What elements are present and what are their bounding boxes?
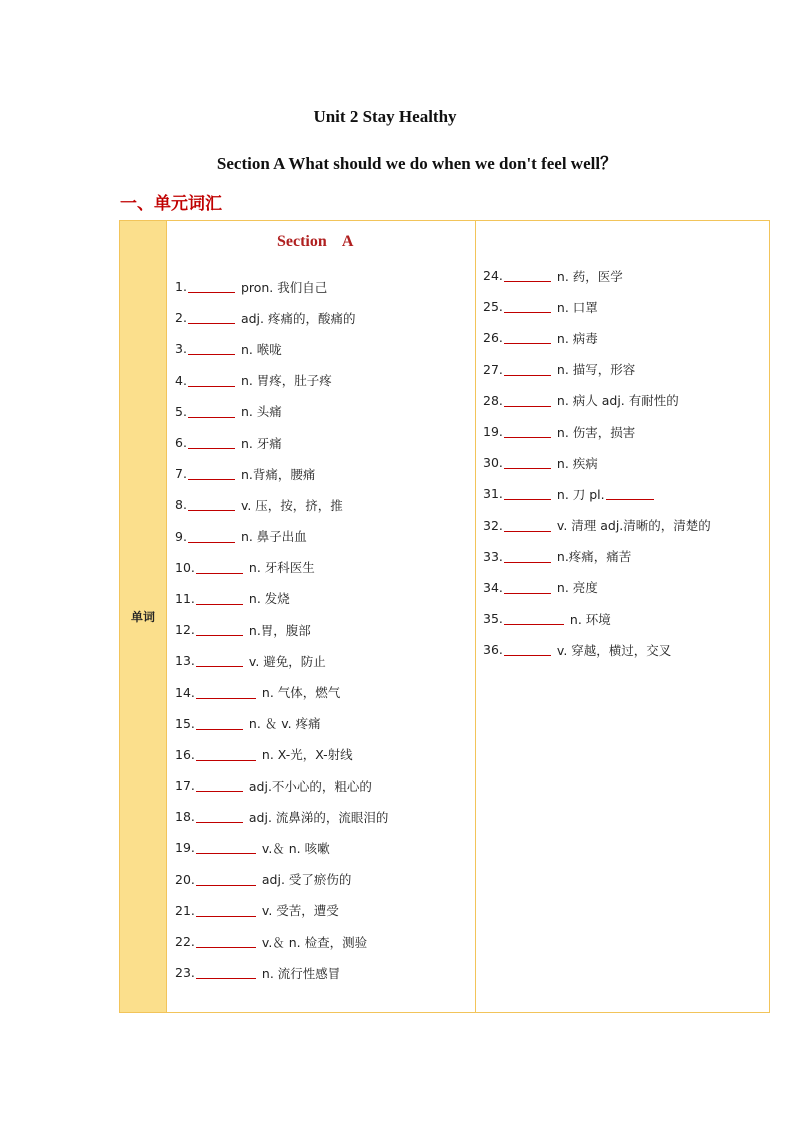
vocab-number: 3.	[175, 341, 187, 357]
vocab-item	[483, 385, 711, 416]
vocab-item	[175, 770, 388, 801]
vocab-number: 17.	[175, 778, 195, 794]
vocab-number: 10.	[175, 559, 195, 575]
answer-blank[interactable]	[504, 456, 551, 469]
vocab-item	[483, 322, 711, 353]
answer-blank[interactable]	[606, 487, 654, 500]
answer-blank[interactable]	[196, 748, 256, 761]
vocab-definition: n. 鼻子出血	[240, 529, 307, 545]
answer-blank[interactable]	[188, 530, 235, 543]
vocab-definition: n. 头痛	[240, 404, 282, 420]
vocabulary-table	[119, 220, 770, 1013]
vocab-definition: n. X-光，X-射线	[261, 747, 353, 763]
vocab-number: 2.	[175, 310, 187, 326]
vocab-definition: v. 受苦，遭受	[261, 903, 339, 919]
vocab-number: 8.	[175, 497, 187, 513]
vocab-number: 19.	[483, 424, 503, 440]
vocab-item	[483, 541, 711, 572]
section-a-title: Section A	[277, 233, 354, 250]
answer-blank[interactable]	[196, 779, 243, 792]
vocab-definition: pron. 我们自己	[240, 279, 328, 295]
vocab-definition: n.胃，腹部	[248, 622, 311, 638]
vocab-number: 15.	[175, 715, 195, 731]
vocab-item	[175, 676, 388, 707]
vocab-number: 13.	[175, 653, 195, 669]
vocab-number: 18.	[175, 809, 195, 825]
vocab-item	[175, 521, 388, 552]
vocab-number: 9.	[175, 528, 187, 544]
vocab-item	[483, 354, 711, 385]
answer-blank[interactable]	[504, 612, 564, 625]
vocab-definition: n. 刀 pl.	[556, 486, 605, 502]
vocab-item	[175, 552, 388, 583]
vocab-definition: v.＆ n. 检查，测验	[261, 934, 368, 950]
vocab-number: 30.	[483, 455, 503, 471]
vocab-definition: v.＆ n. 咳嗽	[261, 840, 330, 856]
vocab-definition: n. 胃疼，肚子疼	[240, 373, 332, 389]
vocab-number: 32.	[483, 517, 503, 533]
answer-blank[interactable]	[196, 904, 256, 917]
vocab-definition: n. ＆ v. 疼痛	[248, 716, 321, 732]
vocab-definition: n. 喉咙	[240, 341, 282, 357]
answer-blank[interactable]	[196, 935, 256, 948]
page-title: Unit 2 Stay Healthy	[313, 107, 457, 126]
answer-blank[interactable]	[188, 280, 235, 293]
vocab-number: 16.	[175, 746, 195, 762]
vocab-number: 27.	[483, 361, 503, 377]
vocab-definition: adj.不小心的，粗心的	[248, 778, 372, 794]
right-column	[476, 221, 769, 1012]
side-label: 单词	[130, 610, 155, 624]
vocab-number: 28.	[483, 392, 503, 408]
vocab-definition: v. 压，按，挤，推	[240, 497, 343, 513]
vocab-item	[175, 864, 388, 895]
answer-blank[interactable]	[196, 841, 256, 854]
vocab-number: 4.	[175, 372, 187, 388]
left-vocab-list	[175, 271, 388, 988]
vocab-item	[175, 396, 388, 427]
vocab-number: 1.	[175, 279, 187, 295]
answer-blank[interactable]	[188, 374, 235, 387]
vocab-item	[175, 427, 388, 458]
vocab-number: 33.	[483, 548, 503, 564]
vocab-number: 35.	[483, 611, 503, 627]
vocab-item	[175, 645, 388, 676]
vocab-item	[175, 895, 388, 926]
vocab-item	[175, 365, 388, 396]
vocab-number: 21.	[175, 902, 195, 918]
vocab-definition: n. 气体，燃气	[261, 685, 341, 701]
right-vocab-list	[483, 260, 711, 665]
answer-blank[interactable]	[504, 269, 551, 282]
answer-blank[interactable]	[196, 966, 256, 979]
section-heading: 一、单元词汇	[120, 194, 222, 214]
answer-blank[interactable]	[504, 300, 551, 313]
answer-blank[interactable]	[188, 467, 235, 480]
answer-blank[interactable]	[188, 342, 235, 355]
vocab-definition: n. 疾病	[556, 455, 598, 471]
answer-blank[interactable]	[196, 623, 243, 636]
vocab-definition: v. 避免，防止	[248, 653, 326, 669]
vocab-number: 20.	[175, 871, 195, 887]
vocab-number: 36.	[483, 642, 503, 658]
vocab-definition: n. 亮度	[556, 580, 598, 596]
left-column	[167, 221, 476, 1012]
vocab-item	[483, 572, 711, 603]
vocab-number: 24.	[483, 268, 503, 284]
vocab-item	[175, 926, 388, 957]
vocab-definition: n. 描写，形容	[556, 362, 636, 378]
vocab-item	[175, 801, 388, 832]
vocab-definition: adj. 疼痛的，酸痛的	[240, 310, 356, 326]
vocab-item	[175, 302, 388, 333]
vocab-number: 26.	[483, 330, 503, 346]
answer-blank[interactable]	[196, 654, 243, 667]
vocab-item	[175, 489, 388, 520]
vocab-definition: n.背痛，腰痛	[240, 466, 316, 482]
vocab-item	[483, 260, 711, 291]
vocab-number: 11.	[175, 590, 195, 606]
vocab-definition: n.疼痛，痛苦	[556, 549, 632, 565]
vocab-number: 19.	[175, 840, 195, 856]
answer-blank[interactable]	[504, 425, 551, 438]
vocab-definition: n. 环境	[569, 611, 611, 627]
vocab-definition: v. 清理 adj.清晰的，清楚的	[556, 518, 711, 534]
vocab-number: 22.	[175, 934, 195, 950]
side-label-cell	[120, 221, 167, 1012]
answer-blank[interactable]	[504, 394, 551, 407]
vocab-definition: adj. 流鼻涕的，流眼泪的	[248, 809, 389, 825]
vocab-definition: n. 伤害，损害	[556, 424, 636, 440]
vocab-item	[175, 957, 388, 988]
answer-blank[interactable]	[188, 498, 235, 511]
vocab-item	[483, 416, 711, 447]
answer-blank[interactable]	[196, 561, 243, 574]
answer-blank[interactable]	[504, 363, 551, 376]
answer-blank[interactable]	[196, 686, 256, 699]
vocab-number: 25.	[483, 299, 503, 315]
vocab-number: 14.	[175, 684, 195, 700]
vocab-item	[483, 510, 711, 541]
vocab-definition: n. 发烧	[248, 591, 290, 607]
vocab-number: 7.	[175, 466, 187, 482]
answer-blank[interactable]	[504, 550, 551, 563]
vocab-definition: n. 病人 adj. 有耐性的	[556, 393, 679, 409]
answer-blank[interactable]	[188, 405, 235, 418]
vocab-number: 23.	[175, 965, 195, 981]
answer-blank[interactable]	[504, 643, 551, 656]
vocab-definition: n. 牙痛	[240, 435, 282, 451]
vocab-definition: v. 穿越，横过，交叉	[556, 642, 672, 658]
vocab-definition: n. 口罩	[556, 299, 598, 315]
vocab-number: 12.	[175, 622, 195, 638]
answer-blank[interactable]	[196, 873, 256, 886]
answer-blank[interactable]	[188, 436, 235, 449]
answer-blank[interactable]	[504, 581, 551, 594]
vocab-item	[175, 708, 388, 739]
vocab-item	[175, 458, 388, 489]
vocab-item	[483, 603, 711, 634]
vocab-item	[175, 333, 388, 364]
vocab-definition: n. 流行性感冒	[261, 965, 341, 981]
vocab-item	[483, 634, 711, 665]
answer-blank[interactable]	[196, 810, 243, 823]
answer-blank[interactable]	[188, 311, 235, 324]
vocab-item	[483, 291, 711, 322]
vocab-item	[483, 447, 711, 478]
answer-blank[interactable]	[196, 592, 243, 605]
vocab-item	[175, 739, 388, 770]
vocab-definition: n. 牙科医生	[248, 560, 315, 576]
vocab-item	[175, 271, 388, 302]
vocab-item	[175, 832, 388, 863]
answer-blank[interactable]	[504, 519, 551, 532]
vocab-definition: n. 药，医学	[556, 268, 623, 284]
answer-blank[interactable]	[504, 487, 551, 500]
vocab-number: 6.	[175, 435, 187, 451]
vocab-number: 31.	[483, 486, 503, 502]
vocab-number: 34.	[483, 579, 503, 595]
vocab-number: 5.	[175, 403, 187, 419]
answer-blank[interactable]	[504, 331, 551, 344]
page-subtitle: Section A What should we do when we don't feel well？	[216, 154, 618, 173]
vocab-item	[483, 478, 711, 509]
vocab-definition: adj. 受了瘀伤的	[261, 872, 352, 888]
vocab-item	[175, 614, 388, 645]
vocab-definition: n. 病毒	[556, 330, 598, 346]
answer-blank[interactable]	[196, 717, 243, 730]
vocab-item	[175, 583, 388, 614]
